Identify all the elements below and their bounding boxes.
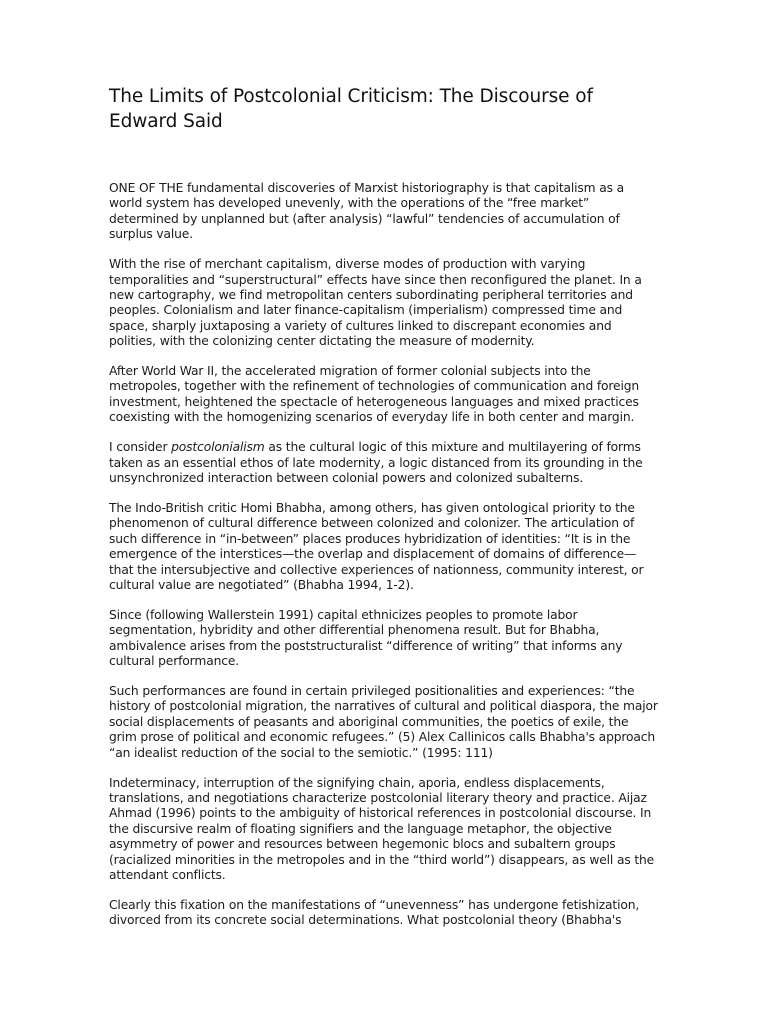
paragraph-4-after: as the cultural logic of this mixture and multilayering of forms taken as an essential ethos of late modernity, a logic distanced from its grounding in the unsynchronized interaction between colonial powers and colonized subalterns. [109, 440, 643, 485]
paragraph-4-emphasis: postcolonialism [171, 440, 265, 455]
paragraph-5: The Indo-British critic Homi Bhabha, among others, has given ontological priority to the phenomenon of cultural difference between colonized and colonizer. The articulation of such difference in “in-between” places produces hybridization of identities: “It is in the emergence of the interstices—the overlap and displacement of domains of difference—that the intersubjective and collective experiences of nationness, community interest, or cultural value are negotiated” (Bhabha 1994, 1-2). [109, 500, 644, 592]
paragraph-3: After World War II, the accelerated migration of former colonial subjects into the metropoles, together with the refinement of technologies of communication and foreign investment, heightened the spectacle of heterogeneous languages and mixed practices coexisting with the homogenizing scenarios of everyday life in both center and margin. [109, 364, 640, 425]
paragraph-1: ONE OF THE fundamental discoveries of Marxist historiography is that capitalism as a world system has developed unevenly, with the operations of the “free market” determined by unplanned but (after analysis) “lawful” tendencies of accumulation of surplus value. [109, 181, 625, 242]
paragraph-7: Such performances are found in certain privileged positionalities and experiences: “the history of postcolonial migration, the narratives of cultural and political diaspora, the major social displacements of peasants and aboriginal communities, the poetics of exile, the grim prose of political and economic refugees.” (5) Alex Callinicos calls Bhabha's approach “an idealist reduction of the social to the semiotic.” (1995: 111) [109, 683, 658, 760]
document-page [109, 84, 659, 943]
paragraph-2: With the rise of merchant capitalism, diverse modes of production with varying temporalities and “superstructural” effects have since then reconfigured the planet. In a new cartography, we find metropolitan centers subordinating peripheral territories and peoples. Colonialism and later finance-capitalism (imperialism) compressed time and space, sharply juxtaposing a variety of cultures linked to discrepant economies and polities, with the colonizing center dictating the measure of modernity. [109, 257, 642, 349]
paragraph-8: Indeterminacy, interruption of the signifying chain, aporia, endless displacements, translations, and negotiations characterize postcolonial literary theory and practice. Aijaz Ahmad (1996) points to the ambiguity of historical references in postcolonial discourse. In the discursive realm of floating signifiers and the language metaphor, the objective asymmetry of power and resources between hegemonic blocs and subaltern groups (racialized minorities in the metropoles and in the “third world”) disappears, as well as the attendant conflicts. [109, 775, 655, 882]
paragraph-4 [109, 440, 659, 486]
paragraph-6: Since (following Wallerstein 1991) capital ethnicizes peoples to promote labor segmentation, hybridity and other differential phenomena result. But for Bhabha, ambivalence arises from the poststructuralist “difference of writing” that informs any cultural performance. [109, 607, 623, 669]
paragraph-9: Clearly this fixation on the manifestations of “unevenness” has undergone fetishization, divorced from its concrete social determinations. What postcolonial theory (Bhabha's [109, 897, 640, 928]
paragraph-4-before: I consider [109, 440, 172, 455]
page-title: The Limits of Postcolonial Criticism: The Discourse of Edward Said [109, 86, 593, 132]
